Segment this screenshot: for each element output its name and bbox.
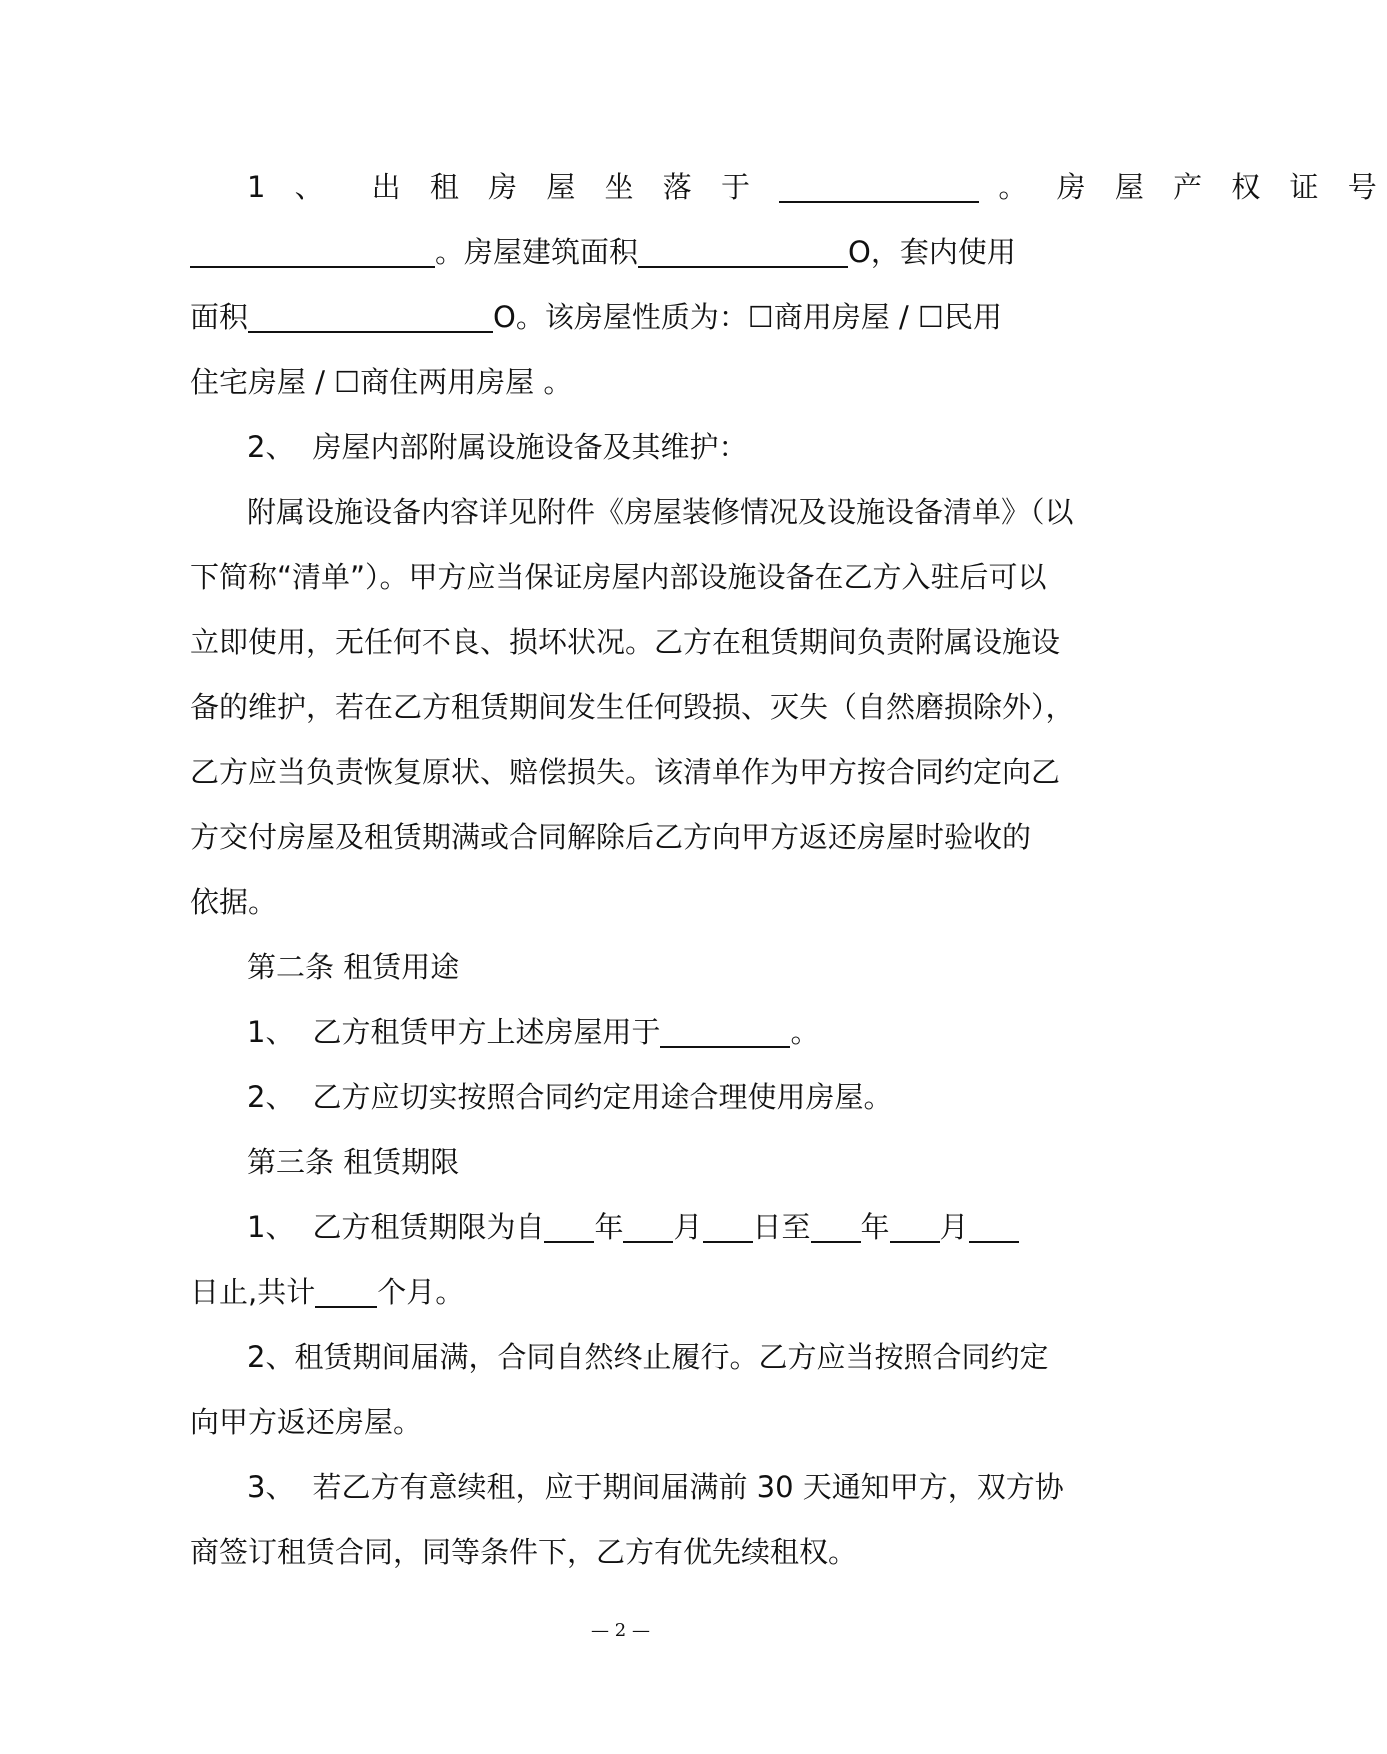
article2-item2 [190,1065,1055,1130]
start-year-blank[interactable] [544,1211,594,1243]
clause1-usable-label: 面积 [190,300,249,334]
article2-heading: 第二条 租赁用途 [247,950,460,984]
article3-item3-text: 若乙方有意续租，应于期间届满前 30 天通知甲方，双方协 [312,1470,1064,1504]
cert-number-blank[interactable] [190,236,435,268]
start-month-blank[interactable] [623,1211,673,1243]
page-number: — 2 — [591,1620,650,1641]
article3-item1-text: 乙方租赁期限为自 [312,1210,545,1244]
article3-item1-number: 1、 [247,1210,295,1244]
clause1-line2 [190,220,1055,285]
month-label: 月 [673,1210,703,1244]
article2-item1-text: 乙方租赁甲方上述房屋用于 [312,1015,661,1049]
location-blank[interactable] [779,171,979,203]
document-body [190,155,1387,1585]
article2-item1 [190,1000,1055,1065]
clause2-para-line: 依据。 [190,885,278,919]
clause1-cert-label: 。 房 屋 产 权 证 号 [998,170,1387,204]
article3-item2-line1: 2、租赁期间届满，合同自然终止履行。乙方应当按照合同约定 [247,1340,1049,1374]
clause2-para-line: 方交付房屋及租赁期满或合同解除后乙方向甲方返还房屋时验收的 [190,820,1032,854]
clause2-title: 房屋内部附属设施设备及其维护： [312,430,748,464]
clause2-para-line: 备的维护，若在乙方租赁期间发生任何毁损、灭失（自然磨损除外）， [190,690,1075,724]
clause1-number: 1 、 [247,170,334,204]
start-day-blank[interactable] [703,1211,753,1243]
article2-item2-number: 2、 [247,1080,295,1114]
clause2-para-line: 下简称“清单”）。甲方应当保证房屋内部设施设备在乙方入驻后可以 [190,560,1047,594]
clause2-para-line: 立即使用，无任何不良、损坏状况。乙方在租赁期间负责附属设施设 [190,625,1061,659]
day-stop-label: 日止,共计 [190,1275,316,1309]
article3-item3-line1 [190,1455,1064,1520]
clause1-location-label: 出 租 房 屋 坐 落 于 [371,170,760,204]
article3-heading: 第三条 租赁期限 [247,1145,460,1179]
article2-item1-end: 。 [790,1015,820,1049]
clause1-line4 [190,350,1055,415]
clause1-line3 [190,285,1055,350]
article2-item1-number: 1、 [247,1015,295,1049]
article3-item2-line2: 向甲方返还房屋。 [190,1405,423,1439]
year-label: 年 [594,1210,624,1244]
clause1-line1 [190,155,1387,220]
clause2-para-line: 附属设施设备内容详见附件《房屋装修情况及设施设备清单》（以 [247,495,1074,529]
year-label: 年 [860,1210,890,1244]
month-label: 月 [939,1210,969,1244]
end-day-blank[interactable] [969,1211,1019,1243]
clause1-property-type-cont: 住宅房屋 / ☐商住两用房屋 。 [190,365,573,399]
months-total-blank[interactable] [315,1276,377,1308]
day-to-label: 日至 [752,1210,811,1244]
end-year-blank[interactable] [811,1211,861,1243]
clause1-property-type: O。该房屋性质为：☐商用房屋 / ☐民用 [493,300,1003,334]
article3-item3-number: 3、 [247,1470,295,1504]
article2-item2-text: 乙方应切实按照合同约定用途合理使用房屋。 [312,1080,893,1114]
end-month-blank[interactable] [890,1211,940,1243]
usage-blank[interactable] [660,1016,790,1048]
clause2-title-line [190,415,1055,480]
clause2-number: 2、 [247,430,295,464]
clause2-para-line: 乙方应当负责恢复原状、赔偿损失。该清单作为甲方按合同约定向乙 [190,755,1061,789]
clause1-inner-label: O，套内使用 [848,235,1016,269]
months-total-label: 个月。 [377,1275,465,1309]
article3-item1-line2 [190,1260,1055,1325]
article3-item3-line2: 商签订租赁合同，同等条件下，乙方有优先续租权。 [190,1535,858,1569]
usable-area-blank[interactable] [248,301,493,333]
article3-item1-line1 [190,1195,1055,1260]
clause1-area-label: 。房屋建筑面积 [435,235,639,269]
building-area-blank[interactable] [638,236,848,268]
